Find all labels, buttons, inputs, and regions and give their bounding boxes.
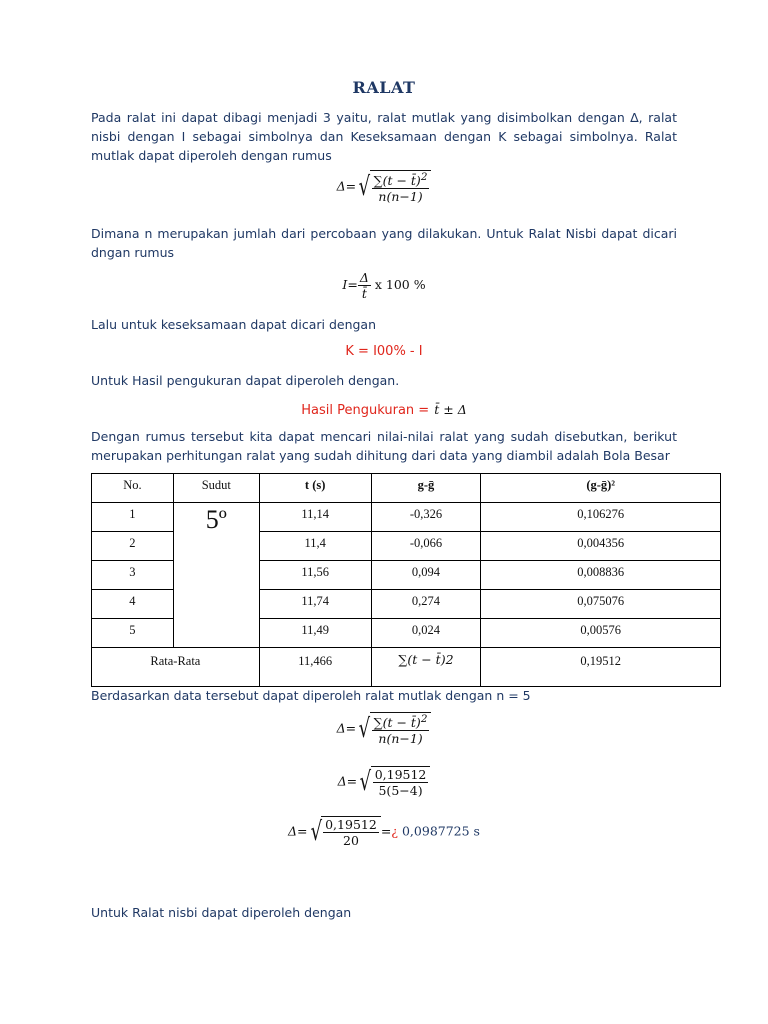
calc-formula xyxy=(0,712,768,746)
calc-sub-numerator: 0,19512 xyxy=(374,767,427,782)
footer-sum-formula: ∑(t − t̄)2 xyxy=(371,648,481,687)
page-title: RALAT xyxy=(352,78,416,97)
header-deviation: g-ḡ xyxy=(371,474,481,503)
table-header-row xyxy=(92,474,721,503)
header-t: t (s) xyxy=(259,474,371,503)
cell-t: 11,49 xyxy=(259,619,371,648)
sqrt-icon: √ xyxy=(310,817,322,847)
cell-no: 2 xyxy=(92,532,174,561)
hasil-label: Hasil Pengukuran = xyxy=(301,403,430,418)
hasil-expression: t̄ ± Δ xyxy=(434,402,467,417)
formula-lhs: Δ= xyxy=(336,178,357,194)
cell-deviation-squared: 0,008836 xyxy=(481,561,721,590)
intro-paragraph: Pada ralat ini dapat dibagi menjadi 3 yaitu, ralat mutlak yang disimbolkan dengan ∆, ralat nisbi dengan I sebagai simbolnya dan Keseksamaan dengan K sebagai simbolnya. Ralat mutlak dapat diperoleh dengan rumus xyxy=(91,110,677,163)
cell-no: 3 xyxy=(92,561,174,590)
cell-deviation: -0,066 xyxy=(371,532,481,561)
cell-deviation-squared: 0,075076 xyxy=(481,590,721,619)
cell-deviation: 0,094 xyxy=(371,561,481,590)
calc-exponent: 2 xyxy=(420,713,428,725)
formula-hasil-pengukuran xyxy=(0,399,768,418)
calc-res-mark: ¿ xyxy=(391,823,398,839)
calc-sub-lhs: Δ= xyxy=(337,773,358,789)
sqrt-icon: √ xyxy=(359,767,372,797)
formula-ralat-mutlak xyxy=(0,170,768,204)
cell-deviation: 0,274 xyxy=(371,590,481,619)
cell-t: 11,56 xyxy=(259,561,371,590)
formula-denominator: n(n−1) xyxy=(378,189,423,205)
footer-label: Rata-Rata xyxy=(92,648,260,687)
cell-deviation: -0,326 xyxy=(371,503,481,532)
paragraph-ralat-nisbi: Untuk Ralat nisbi dapat diperoleh dengan xyxy=(91,905,352,920)
sqrt-icon: √ xyxy=(358,172,371,203)
cell-no: 4 xyxy=(92,590,174,619)
header-sudut: Sudut xyxy=(173,474,259,503)
cell-t: 11,4 xyxy=(259,532,371,561)
paragraph-keseksamaan: Lalu untuk keseksamaan dapat dicari dengan xyxy=(91,317,377,332)
formula-keseksamaan: K = I00% - I xyxy=(345,344,423,359)
nisbi-lhs: I= xyxy=(342,277,358,292)
formula-exponent: 2 xyxy=(420,171,428,183)
calc-denominator: n(n−1) xyxy=(378,731,423,747)
calc-res-lhs: Δ= xyxy=(288,823,308,839)
calc-res-value: 0,0987725 s xyxy=(401,823,480,839)
cell-t: 11,14 xyxy=(259,503,371,532)
cell-deviation-squared: 0,106276 xyxy=(481,503,721,532)
nisbi-multiplier: x 100 % xyxy=(374,277,426,292)
paragraph-hasil: Untuk Hasil pengukuran dapat diperoleh dengan. xyxy=(91,373,400,388)
table-row xyxy=(92,503,721,532)
calc-result xyxy=(0,816,768,848)
calc-res-equals: = xyxy=(380,823,392,839)
calc-numerator: ∑(t − t̄) xyxy=(373,715,421,731)
paragraph-n-value: Berdasarkan data tersebut dapat diperoleh ralat mutlak dengan n = 5 xyxy=(91,688,531,703)
sqrt-icon: √ xyxy=(358,714,371,745)
table-footer-row xyxy=(92,648,721,687)
cell-deviation-squared: 0,004356 xyxy=(481,532,721,561)
cell-deviation-squared: 0,00576 xyxy=(481,619,721,648)
formula-ralat-nisbi xyxy=(0,270,768,301)
calc-sub-denominator: 5(5−4) xyxy=(378,783,423,798)
header-deviation-squared: (g-ḡ)² xyxy=(481,474,721,503)
calc-substitution xyxy=(0,766,768,798)
cell-deviation: 0,024 xyxy=(371,619,481,648)
footer-mean-t: 11,466 xyxy=(259,648,371,687)
data-table xyxy=(91,473,721,687)
cell-no: 5 xyxy=(92,619,174,648)
paragraph-n-definition: Dimana n merupakan jumlah dari percobaan yang dilakukan. Untuk Ralat Nisbi dapat dicari dngan rumus xyxy=(91,226,677,260)
calc-res-denominator: 20 xyxy=(343,833,359,848)
footer-total: 0,19512 xyxy=(481,648,721,687)
header-no: No. xyxy=(92,474,174,503)
formula-numerator: ∑(t − t̄) xyxy=(373,173,421,189)
calc-lhs: Δ= xyxy=(336,720,357,736)
cell-angle: 5º xyxy=(173,503,259,648)
paragraph-table-intro: Dengan rumus tersebut kita dapat mencari nilai-nilai ralat yang sudah disebutkan, berikut merupakan perhitungan ralat yang sudah dihitung dari data yang diambil adalah Bola Besar xyxy=(91,429,677,463)
cell-t: 11,74 xyxy=(259,590,371,619)
calc-res-numerator: 0,19512 xyxy=(325,817,377,832)
nisbi-numerator: Δ xyxy=(359,270,369,285)
nisbi-denominator: t̄ xyxy=(361,286,367,301)
cell-no: 1 xyxy=(92,503,174,532)
